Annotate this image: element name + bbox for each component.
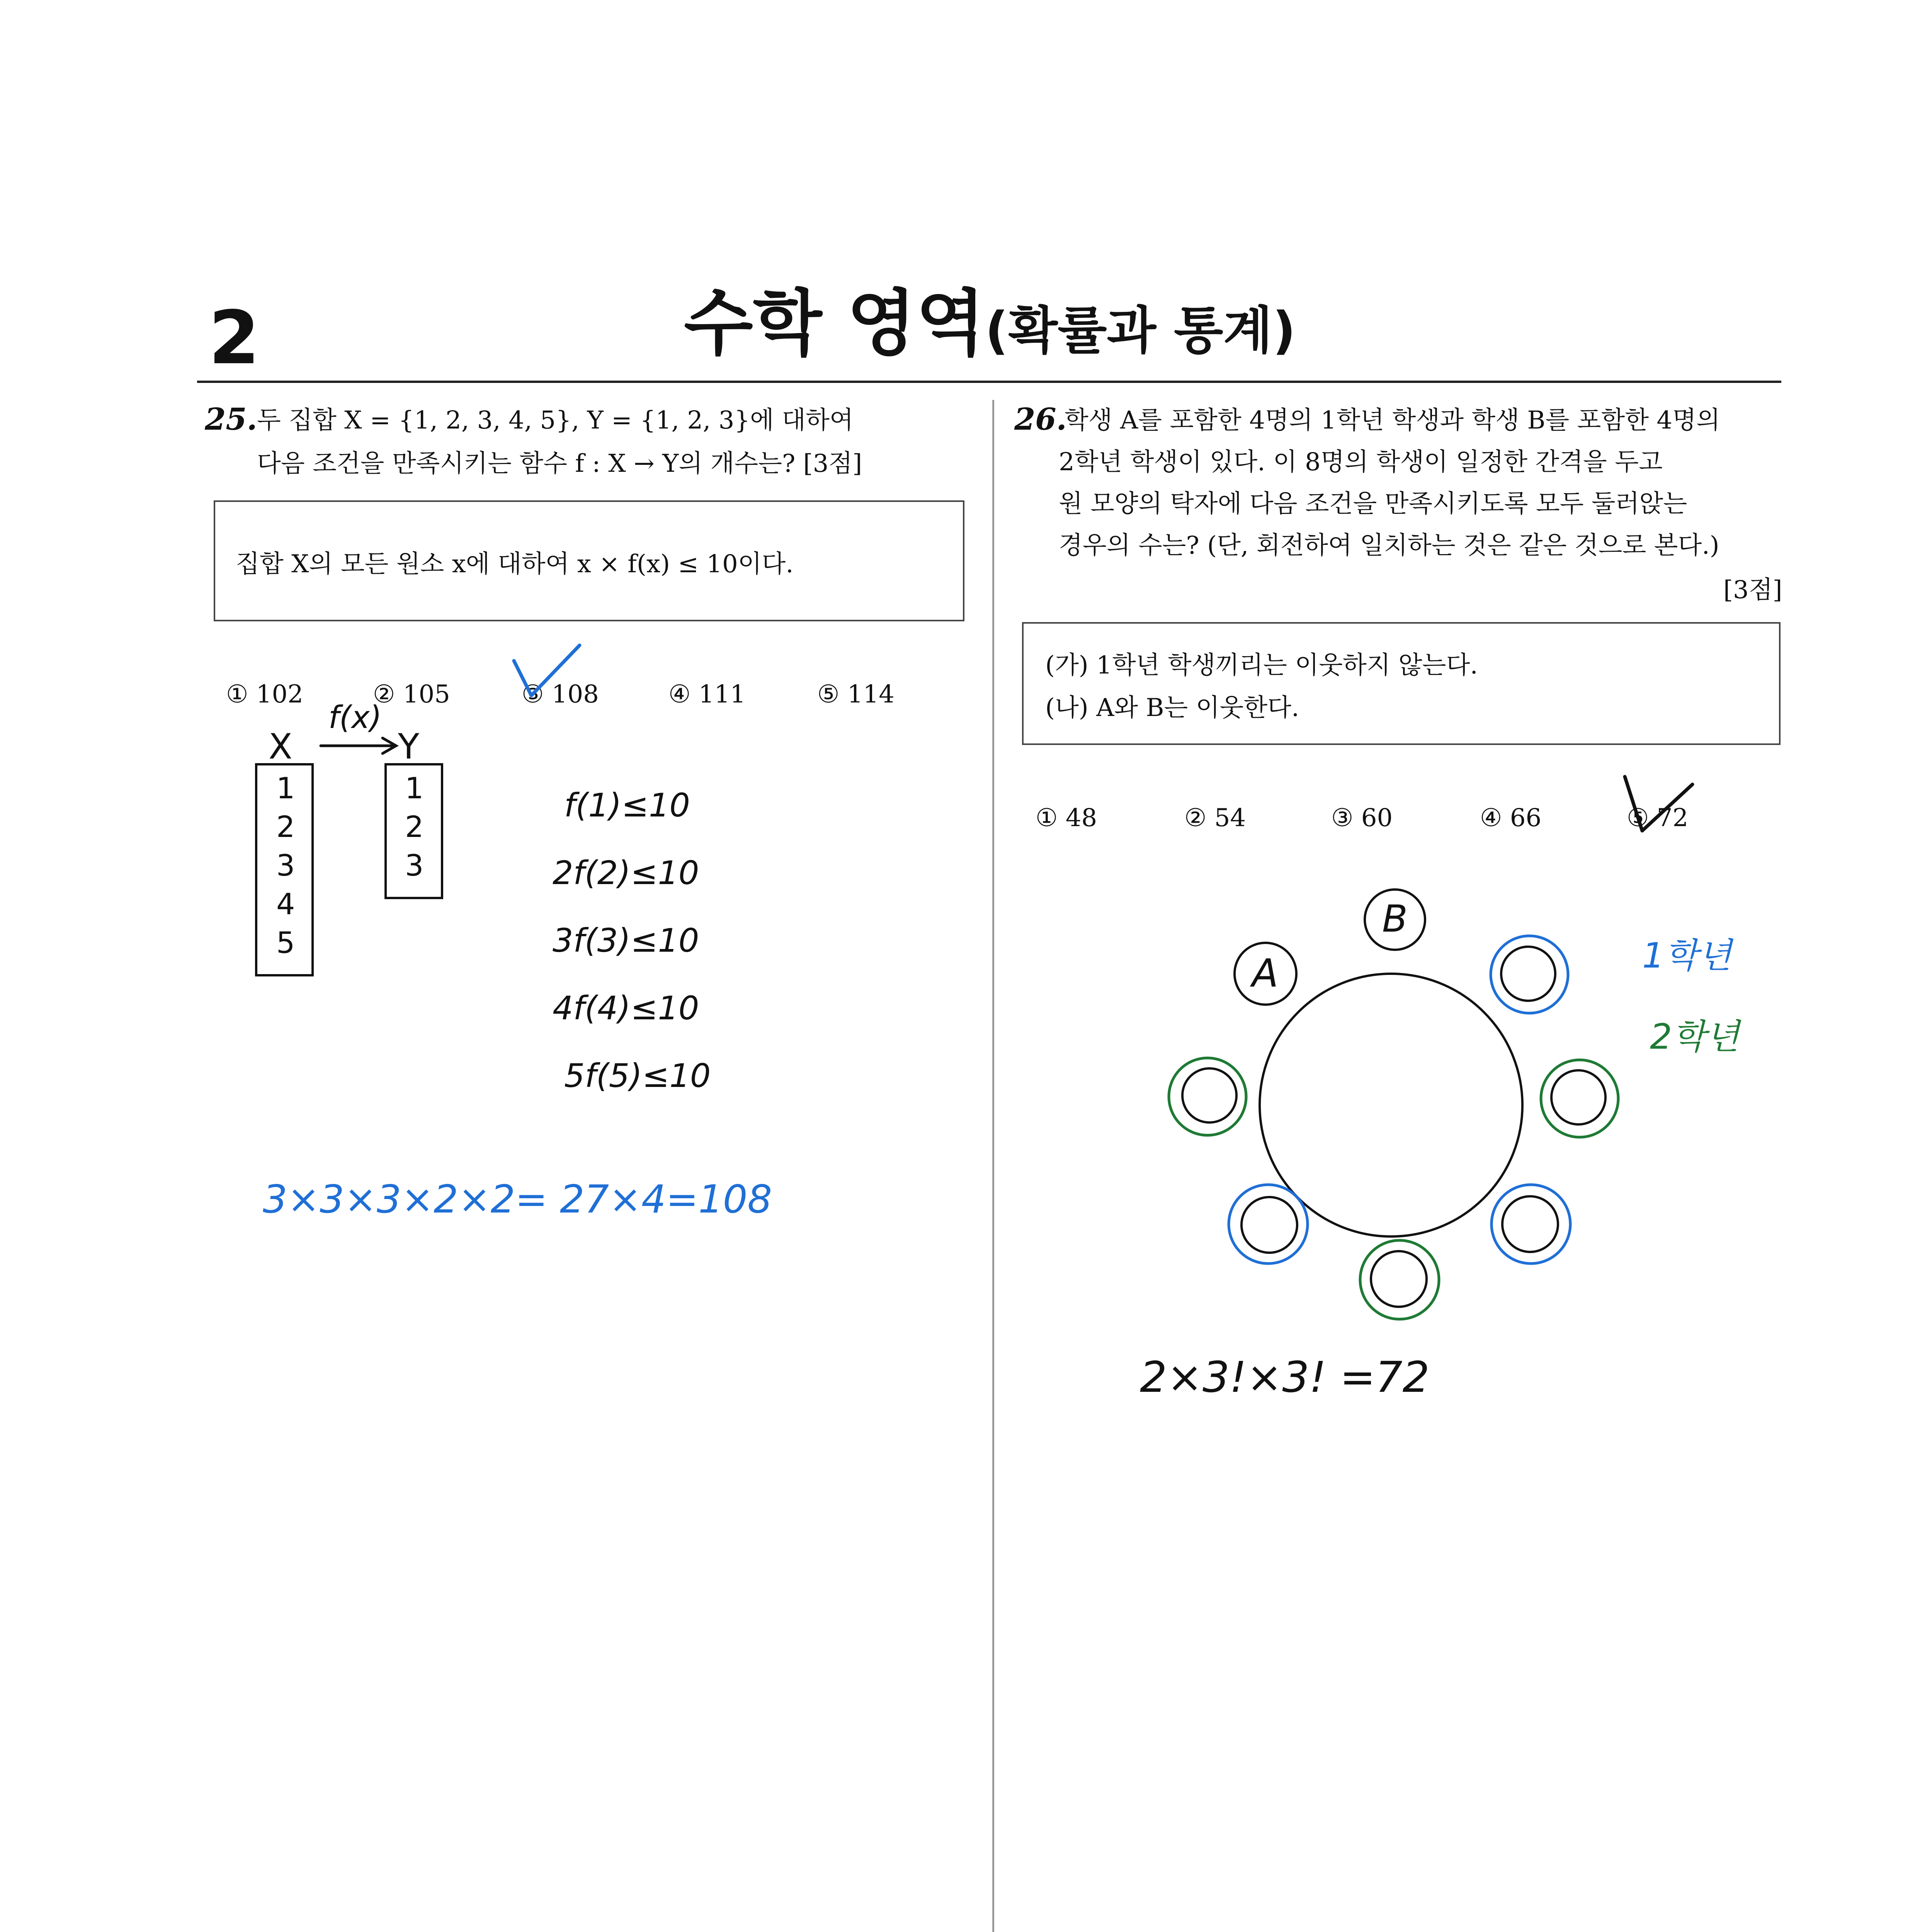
hw-y-element-1: 1 bbox=[405, 771, 424, 805]
round-table bbox=[1260, 974, 1522, 1236]
q25-choice-2[interactable]: ② 105 bbox=[373, 680, 450, 709]
q25-choice-3[interactable]: ③ 108 bbox=[522, 680, 599, 709]
q26-points: [3점] bbox=[1723, 576, 1782, 604]
title-main: 수학 영역 bbox=[684, 282, 985, 365]
q26-choice-1[interactable]: ① 48 bbox=[1036, 804, 1097, 832]
q25-text-line1: 두 집합 X = {1, 2, 3, 4, 5}, Y = {1, 2, 3}에 대하여 bbox=[257, 406, 854, 435]
seat-top-right bbox=[1501, 947, 1555, 1001]
hw-y-element-3: 3 bbox=[405, 848, 424, 883]
legend-second-grade: 2학년 bbox=[1650, 1017, 1740, 1057]
hw-inequality-5: 5f(5)≤10 bbox=[564, 1057, 711, 1095]
hw-right-calculation: 2×3!×3! =72 bbox=[1140, 1352, 1430, 1402]
q26-text-line2: 2학년 학생이 있다. 이 8명의 학생이 일정한 간격을 두고 bbox=[1059, 448, 1663, 476]
header-rule bbox=[197, 381, 1781, 383]
q26-text-line3: 원 모양의 탁자에 다음 조건을 만족시키도록 모두 둘러앉는 bbox=[1059, 490, 1687, 518]
column-divider bbox=[992, 400, 994, 1932]
q25-condition: 집합 X의 모든 원소 x에 대하여 x × f(x) ≤ 10이다. bbox=[236, 550, 794, 578]
seat-a-label: A bbox=[1252, 951, 1279, 996]
q25-choice-5[interactable]: ⑤ 114 bbox=[817, 680, 895, 709]
q26-choice-3[interactable]: ③ 60 bbox=[1331, 804, 1393, 832]
q25-choice-4[interactable]: ④ 111 bbox=[668, 680, 746, 709]
page-number: 2 bbox=[209, 295, 260, 381]
q26-choice-5[interactable]: ⑤ 72 bbox=[1627, 804, 1689, 832]
hw-inequality-4: 4f(4)≤10 bbox=[553, 989, 699, 1027]
q26-number: 26. bbox=[1014, 402, 1067, 437]
q26-check-mark bbox=[1615, 769, 1700, 838]
title-subject: (확률과 통계) bbox=[985, 301, 1296, 361]
q26-text-line1: 학생 A를 포함한 4명의 1학년 학생과 학생 B를 포함한 4명의 bbox=[1065, 406, 1720, 435]
hw-inequality-2: 2f(2)≤10 bbox=[553, 854, 699, 892]
q25-text-line2: 다음 조건을 만족시키는 함수 f : X → Y의 개수는? [3점] bbox=[257, 449, 862, 478]
page-title bbox=[684, 282, 1296, 365]
seat-bottom-left bbox=[1242, 1197, 1297, 1253]
hw-mapping-arrow bbox=[317, 734, 410, 757]
hw-inequality-1: f(1)≤10 bbox=[564, 786, 690, 824]
q26-choice-4[interactable]: ④ 66 bbox=[1480, 804, 1542, 832]
q26-choice-2[interactable]: ② 54 bbox=[1184, 804, 1246, 832]
seat-right bbox=[1551, 1070, 1605, 1124]
legend-first-grade: 1학년 bbox=[1642, 935, 1732, 976]
hw-inequality-3: 3f(3)≤10 bbox=[553, 922, 699, 959]
hw-y-element-2: 2 bbox=[405, 810, 424, 844]
seat-left bbox=[1182, 1068, 1236, 1122]
q25-choice-1[interactable]: ① 102 bbox=[226, 680, 303, 709]
hw-x-element-2: 2 bbox=[276, 810, 295, 844]
q26-text-line4: 경우의 수는? (단, 회전하여 일치하는 것은 같은 것으로 본다.) bbox=[1059, 531, 1719, 560]
seating-diagram bbox=[1198, 869, 1631, 1349]
seat-bottom bbox=[1371, 1251, 1427, 1307]
q26-condition-b: (나) A와 B는 이웃한다. bbox=[1045, 694, 1299, 722]
hw-x-element-3: 3 bbox=[276, 848, 295, 883]
q25-number: 25. bbox=[205, 402, 257, 437]
hw-x-element-1: 1 bbox=[276, 771, 295, 805]
q26-condition-box bbox=[1022, 622, 1781, 745]
seat-bottom-right bbox=[1502, 1196, 1558, 1252]
hw-function-label: f(x) bbox=[328, 699, 382, 735]
hw-x-element-4: 4 bbox=[276, 887, 295, 921]
hw-set-x-label: X bbox=[269, 726, 293, 767]
seat-b-label: B bbox=[1382, 897, 1408, 940]
hw-left-calculation: 3×3×3×2×2= 27×4=108 bbox=[263, 1177, 772, 1222]
hw-set-y-label: Y bbox=[398, 726, 419, 767]
q26-condition-a: (가) 1학년 학생끼리는 이웃하지 않는다. bbox=[1045, 651, 1478, 680]
q25-check-mark bbox=[502, 638, 603, 707]
hw-x-element-5: 5 bbox=[276, 925, 295, 960]
